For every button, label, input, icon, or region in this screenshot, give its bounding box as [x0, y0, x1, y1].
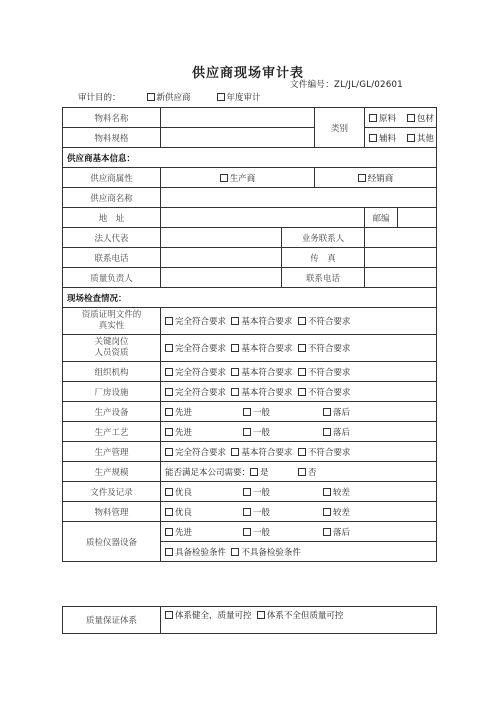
checkbox-non-compliance[interactable]	[298, 446, 351, 458]
checkbox-icon	[369, 114, 377, 122]
checkbox-advanced[interactable]	[165, 426, 243, 438]
checkbox-icon	[165, 611, 173, 619]
org-label: 组织机构	[63, 362, 161, 382]
section-basic-info: 供应商基本信息：	[63, 148, 437, 168]
option-label: 完全符合要求	[175, 447, 227, 458]
option-label: 一般	[253, 407, 271, 418]
contact-phone-field[interactable]	[365, 268, 437, 288]
option-label: 基本符合要求	[241, 447, 293, 458]
qa-system-options	[161, 607, 437, 634]
supplier-name-label: 供应商名称	[63, 188, 161, 208]
option-label: 一般	[253, 527, 271, 538]
checkbox-icon	[231, 344, 239, 352]
checkbox-producer[interactable]	[161, 168, 315, 188]
mgmt-options	[161, 442, 437, 462]
option-label: 辅料	[379, 133, 397, 144]
checkbox-auxiliary[interactable]	[369, 132, 396, 144]
checkbox-basic-compliance[interactable]	[231, 315, 292, 327]
option-label: 落后	[333, 427, 351, 438]
option-label: 一般	[253, 507, 271, 518]
checkbox-icon	[220, 174, 228, 182]
checkbox-advanced[interactable]	[165, 526, 243, 538]
option-label: 基本符合要求	[241, 317, 293, 327]
option-label: 优良	[175, 507, 193, 518]
label-line: 关键岗位	[94, 337, 129, 347]
material-mgmt-label: 物料管理	[63, 502, 161, 522]
checkbox-icon	[231, 368, 239, 376]
checkbox-basic-compliance[interactable]	[231, 342, 292, 354]
key-staff-options	[161, 335, 437, 362]
option-label: 落后	[333, 527, 351, 538]
checkbox-icon	[243, 408, 251, 416]
qual-docs-label	[63, 308, 161, 335]
qa-system-label: 质量保证体系	[63, 607, 161, 634]
qc-equipment-condition-options	[161, 542, 437, 562]
checkbox-full-compliance[interactable]	[165, 446, 226, 458]
option-label: 优良	[175, 487, 193, 498]
checkbox-non-compliance[interactable]	[298, 386, 351, 398]
business-contact-label: 业务联系人	[282, 228, 365, 248]
checkbox-icon	[231, 317, 239, 325]
fax-field[interactable]	[365, 248, 437, 268]
checkbox-non-compliance[interactable]	[298, 315, 351, 327]
checkbox-icon	[165, 317, 173, 325]
checkbox-icon	[165, 488, 173, 496]
material-spec-label: 物料规格	[63, 128, 161, 148]
option-label: 先进	[175, 407, 193, 418]
option-label: 新供应商	[156, 93, 191, 103]
checkbox-icon	[165, 508, 173, 516]
equipment-options	[161, 402, 437, 422]
checkbox-basic-compliance[interactable]	[231, 386, 292, 398]
category-label: 类别	[315, 108, 365, 148]
option-label: 完全符合要求	[175, 344, 227, 354]
equipment-label: 生产设备	[63, 402, 161, 422]
option-label: 体系健全，质量可控	[175, 611, 252, 621]
checkbox-icon	[250, 468, 258, 476]
checkbox-backward[interactable]	[323, 406, 350, 418]
checkbox-yes[interactable]	[250, 466, 298, 478]
supplier-attr-label: 供应商属性	[63, 168, 161, 188]
qc-equipment-label: 质检仪器设备	[63, 522, 161, 562]
qa-head-label: 质量负责人	[63, 268, 161, 288]
option-label: 经销商	[367, 173, 394, 184]
option-label: 其他	[416, 133, 434, 144]
audit-purpose-label: 审计目的：	[78, 93, 121, 103]
checkbox-icon	[231, 548, 239, 556]
records-options	[161, 482, 437, 502]
checkbox-normal[interactable]	[243, 526, 323, 538]
option-label: 完全符合要求	[175, 367, 227, 378]
checkbox-icon	[243, 428, 251, 436]
checkbox-has-inspection[interactable]	[165, 546, 226, 558]
option-label: 包材	[416, 113, 434, 124]
checkbox-no-inspection[interactable]	[231, 546, 301, 558]
checkbox-icon	[165, 368, 173, 376]
qual-docs-options	[161, 308, 437, 335]
process-options	[161, 422, 437, 442]
checkbox-icon	[243, 508, 251, 516]
option-label: 不符合要求	[307, 317, 351, 327]
checkbox-icon	[243, 528, 251, 536]
legal-rep-label: 法人代表	[63, 228, 161, 248]
facility-options	[161, 382, 437, 402]
checkbox-system-unsound[interactable]	[257, 609, 344, 621]
checkbox-icon	[298, 317, 306, 325]
key-staff-label	[63, 335, 161, 362]
material-name-field[interactable]	[161, 108, 315, 128]
option-label: 否	[308, 467, 317, 478]
checkbox-icon	[358, 174, 366, 182]
checkbox-icon	[165, 388, 173, 396]
option-label: 较差	[333, 487, 351, 498]
checkbox-icon	[407, 134, 415, 142]
checkbox-icon	[231, 388, 239, 396]
checkbox-icon	[147, 93, 155, 101]
postcode-field[interactable]	[398, 208, 437, 228]
option-label: 基本符合要求	[241, 387, 293, 398]
option-label: 一般	[253, 427, 271, 438]
checkbox-icon	[407, 114, 415, 122]
checkbox-icon	[165, 408, 173, 416]
scale-label: 生产规模	[63, 462, 161, 482]
checkbox-normal[interactable]	[243, 406, 323, 418]
checkbox-icon	[165, 428, 173, 436]
checkbox-icon	[369, 134, 377, 142]
checkbox-icon	[323, 408, 331, 416]
checkbox-icon	[257, 611, 265, 619]
checkbox-system-sound[interactable]	[165, 609, 252, 621]
checkbox-good[interactable]	[165, 506, 243, 518]
checkbox-non-compliance[interactable]	[298, 366, 351, 378]
checkbox-icon	[323, 528, 331, 536]
option-label: 原料	[379, 113, 397, 124]
audit-purpose	[78, 91, 287, 103]
checkbox-backward[interactable]	[323, 426, 350, 438]
address-label: 地 址	[63, 208, 161, 228]
checkbox-non-compliance[interactable]	[298, 342, 351, 354]
phone-label: 联系电话	[63, 248, 161, 268]
checkbox-full-compliance[interactable]	[165, 386, 226, 398]
checkbox-icon	[323, 428, 331, 436]
checkbox-annual-audit[interactable]	[217, 93, 261, 103]
checkbox-good[interactable]	[165, 486, 243, 498]
checkbox-poor[interactable]	[323, 506, 350, 518]
address-field[interactable]	[161, 208, 365, 228]
checkbox-icon	[217, 93, 225, 101]
checkbox-icon	[165, 448, 173, 456]
option-label: 不符合要求	[307, 344, 351, 354]
option-label: 一般	[253, 487, 271, 498]
material-name-label: 物料名称	[63, 108, 161, 128]
process-label: 生产工艺	[63, 422, 161, 442]
option-label: 完全符合要求	[175, 387, 227, 398]
material-mgmt-options	[161, 502, 437, 522]
option-label: 基本符合要求	[241, 367, 293, 378]
scale-options	[161, 462, 437, 482]
checkbox-icon	[231, 448, 239, 456]
checkbox-normal[interactable]	[243, 506, 323, 518]
material-spec-field[interactable]	[161, 128, 315, 148]
checkbox-distributor[interactable]	[315, 168, 437, 188]
option-label: 不符合要求	[307, 387, 351, 398]
option-label: 先进	[175, 427, 193, 438]
option-label: 生产商	[229, 173, 256, 184]
mgmt-label: 生产管理	[63, 442, 161, 462]
checkbox-icon	[165, 548, 173, 556]
checkbox-icon	[298, 468, 306, 476]
checkbox-backward[interactable]	[323, 526, 350, 538]
option-label: 落后	[333, 407, 351, 418]
category-options-row1	[365, 108, 437, 128]
label-line: 真实性	[98, 321, 125, 331]
audit-table	[62, 107, 437, 562]
postcode-label: 邮编	[365, 208, 398, 228]
fax-label: 传 真	[282, 248, 365, 268]
checkbox-raw-material[interactable]	[369, 112, 396, 124]
facility-label: 厂房设施	[63, 382, 161, 402]
option-label: 基本符合要求	[241, 344, 293, 354]
page-title: 供应商现场审计表	[191, 66, 304, 81]
checkbox-other[interactable]	[407, 132, 434, 144]
option-label: 具备检验条件	[175, 547, 227, 558]
option-label: 不具备检验条件	[241, 547, 301, 558]
legal-rep-field[interactable]	[161, 228, 282, 248]
qc-equipment-level-options	[161, 522, 437, 542]
business-contact-field[interactable]	[365, 228, 437, 248]
option-label: 不符合要求	[307, 447, 351, 458]
checkbox-icon	[298, 388, 306, 396]
option-label: 完全符合要求	[175, 317, 227, 327]
checkbox-basic-compliance[interactable]	[231, 366, 292, 378]
checkbox-full-compliance[interactable]	[165, 342, 226, 354]
option-label: 年度审计	[226, 93, 261, 103]
checkbox-poor[interactable]	[323, 486, 350, 498]
qa-system-table	[62, 606, 437, 634]
checkbox-full-compliance[interactable]	[165, 315, 226, 327]
option-label: 体系不全但质量可控	[266, 611, 344, 621]
phone-field[interactable]	[161, 248, 282, 268]
checkbox-icon	[165, 528, 173, 536]
option-label: 不符合要求	[307, 367, 351, 378]
checkbox-icon	[323, 508, 331, 516]
checkbox-new-supplier[interactable]	[147, 93, 191, 103]
checkbox-icon	[243, 488, 251, 496]
checkbox-icon	[323, 488, 331, 496]
records-label: 文件及记录	[63, 482, 161, 502]
checkbox-advanced[interactable]	[165, 406, 243, 418]
option-label: 是	[260, 467, 269, 478]
checkbox-basic-compliance[interactable]	[231, 446, 292, 458]
checkbox-normal[interactable]	[243, 426, 323, 438]
qa-head-field[interactable]	[161, 268, 282, 288]
org-options	[161, 362, 437, 382]
supplier-name-field[interactable]	[161, 188, 437, 208]
checkbox-normal[interactable]	[243, 486, 323, 498]
checkbox-icon	[165, 344, 173, 352]
checkbox-icon	[298, 368, 306, 376]
option-label: 较差	[333, 507, 351, 518]
scale-question: 能否满足本公司需要：	[165, 467, 251, 478]
checkbox-icon	[298, 344, 306, 352]
document-number: 文件编号：ZL/JL/GL/02601	[290, 80, 403, 90]
category-options-row2	[365, 128, 437, 148]
checkbox-full-compliance[interactable]	[165, 366, 226, 378]
checkbox-packaging[interactable]	[407, 112, 434, 124]
checkbox-no[interactable]	[298, 466, 317, 478]
label-line: 资质证明文件的	[81, 310, 142, 320]
section-inspection: 现场检查情况：	[63, 288, 437, 308]
option-label: 先进	[175, 527, 193, 538]
checkbox-icon	[298, 448, 306, 456]
contact-phone-label: 联系电话	[282, 268, 365, 288]
label-line: 人员资质	[94, 348, 129, 358]
